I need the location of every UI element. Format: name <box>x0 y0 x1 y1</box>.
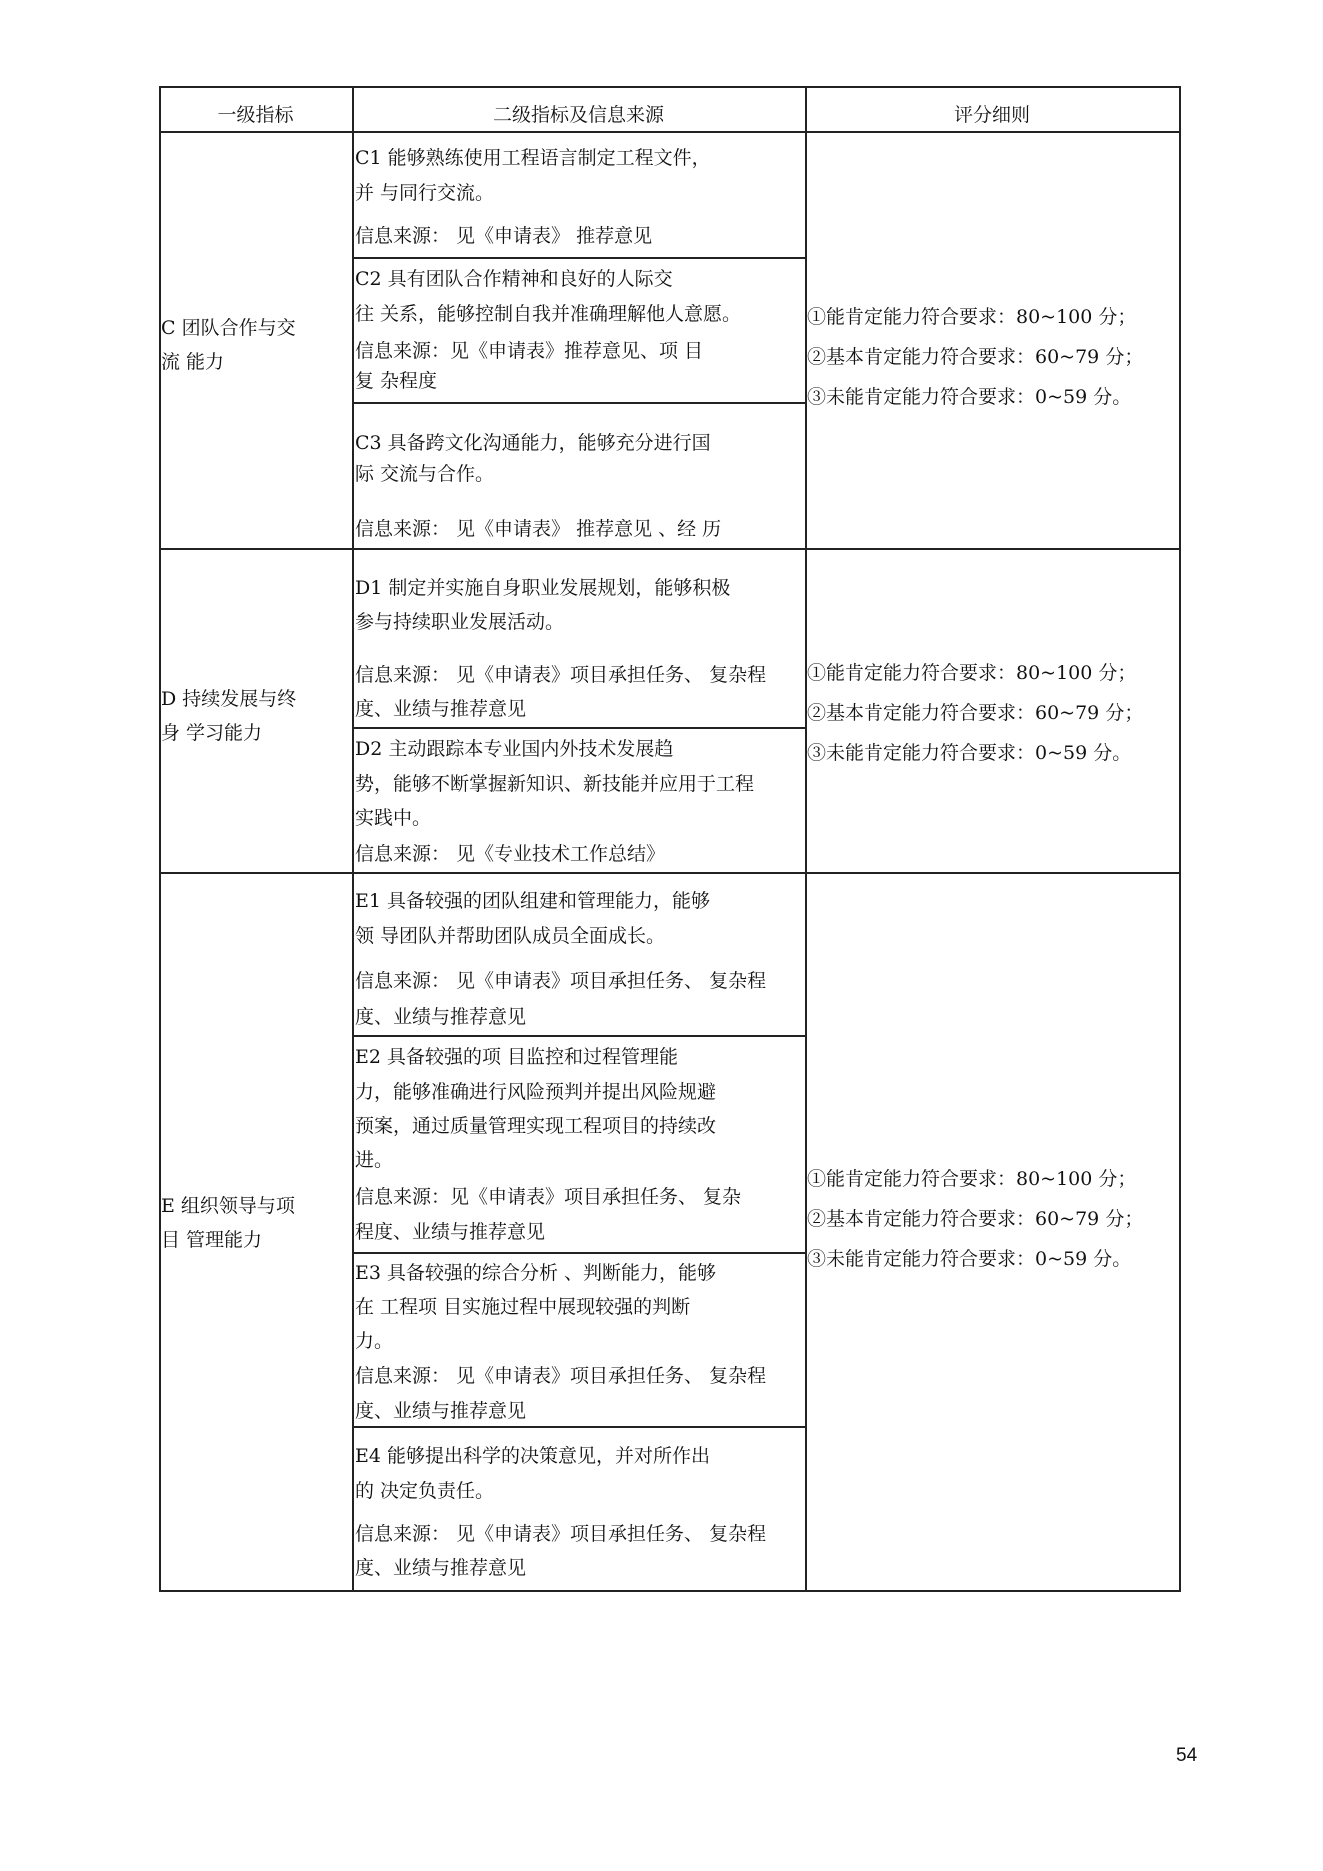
level2-indicator-line: 势，能够不断掌握新知识、新技能并应用于工程 <box>355 773 755 795</box>
level1-indicator-line: D 持续发展与终 <box>161 688 297 710</box>
table-vline <box>352 86 354 1590</box>
level2-indicator-line: C1 能够熟练使用工程语言制定工程文件， <box>355 147 711 169</box>
scoring-rule-line: ②基本肯定能力符合要求：60~79 分； <box>807 346 1144 368</box>
item-border <box>352 1035 807 1037</box>
level2-indicator-line: E3 具备较强的综合分析 、判断能力，能够 <box>355 1262 717 1284</box>
level2-indicator-line: 程度、业绩与推荐意见 <box>355 1221 546 1243</box>
level2-indicator-line: 信息来源： 见《申请表》项目承担任务、 复杂程 <box>355 1365 767 1387</box>
level2-indicator-line: 度、业绩与推荐意见 <box>355 1557 527 1579</box>
page-number: 54 <box>1176 1745 1198 1766</box>
level2-indicator-line: E1 具备较强的团队组建和管理能力，能够 <box>355 890 710 912</box>
table-vline <box>159 86 161 1590</box>
level2-indicator-line: 度、业绩与推荐意见 <box>355 1006 527 1028</box>
table-vline <box>1179 86 1181 1590</box>
level2-indicator-line: 信息来源： 见《申请表》 推荐意见 、经 历 <box>355 518 722 540</box>
level2-indicator-line: 预案，通过质量管理实现工程项目的持续改 <box>355 1115 717 1137</box>
level2-indicator-line: 在 工程项 目实施过程中展现较强的判断 <box>355 1296 691 1318</box>
item-border <box>352 257 807 259</box>
scoring-rule-line: ①能肯定能力符合要求：80~100 分； <box>807 1168 1137 1190</box>
scoring-rule-line: ①能肯定能力符合要求：80~100 分； <box>807 662 1137 684</box>
level2-indicator-line: 度、业绩与推荐意见 <box>355 698 527 720</box>
level2-indicator-line: 的 决定负责任。 <box>355 1480 495 1502</box>
level2-indicator-line: 度、业绩与推荐意见 <box>355 1400 527 1422</box>
column-header: 二级指标及信息来源 <box>492 104 664 126</box>
column-header: 评分细则 <box>953 104 1030 126</box>
level1-indicator-line: 流 能力 <box>161 351 225 373</box>
level2-indicator-line: C2 具有团队合作精神和良好的人际交 <box>355 268 673 290</box>
section-border <box>159 1590 1181 1592</box>
level1-indicator-line: C 团队合作与交 <box>161 317 296 339</box>
level2-indicator-line: D1 制定并实施自身职业发展规划，能够积极 <box>355 577 731 599</box>
level2-indicator-line: D2 主动跟踪本专业国内外技术发展趋 <box>355 738 674 760</box>
section-border <box>159 872 1181 874</box>
level2-indicator-line: 信息来源： 见《申请表》项目承担任务、 复杂程 <box>355 1523 767 1545</box>
level2-indicator-line: 领 导团队并帮助团队成员全面成长。 <box>355 925 666 947</box>
scoring-rule-line: ②基本肯定能力符合要求：60~79 分； <box>807 702 1144 724</box>
level2-indicator-line: 信息来源： 见《申请表》 推荐意见 <box>355 225 653 247</box>
level2-indicator-line: 往 关系，能够控制自我并准确理解他人意愿。 <box>355 303 742 325</box>
table-header-border <box>159 131 1181 133</box>
level2-indicator-line: C3 具备跨文化沟通能力，能够充分进行国 <box>355 432 711 454</box>
scoring-rule-line: ③未能肯定能力符合要求：0~59 分。 <box>807 742 1132 764</box>
item-border <box>352 1426 807 1428</box>
level2-indicator-line: 际 交流与合作。 <box>355 463 495 485</box>
level2-indicator-line: 信息来源：见《申请表》推荐意见、项 目 <box>355 340 704 362</box>
level1-indicator-line: 身 学习能力 <box>161 722 263 744</box>
level2-indicator-line: 力，能够准确进行风险预判并提出风险规避 <box>355 1081 717 1103</box>
level2-indicator-line: E4 能够提出科学的决策意见，并对所作出 <box>355 1445 710 1467</box>
level1-indicator-line: 目 管理能力 <box>161 1229 263 1251</box>
scoring-rule-line: ②基本肯定能力符合要求：60~79 分； <box>807 1208 1144 1230</box>
item-border <box>352 1252 807 1254</box>
scoring-rule-line: ③未能肯定能力符合要求：0~59 分。 <box>807 386 1132 408</box>
item-border <box>352 727 807 729</box>
level2-indicator-line: 信息来源： 见《申请表》项目承担任务、 复杂程 <box>355 664 767 686</box>
level2-indicator-line: 复 杂程度 <box>355 370 438 392</box>
section-border <box>159 548 1181 550</box>
level2-indicator-line: 进。 <box>355 1149 394 1171</box>
scoring-rule-line: ③未能肯定能力符合要求：0~59 分。 <box>807 1248 1132 1270</box>
column-header: 一级指标 <box>217 104 294 126</box>
level1-indicator-line: E 组织领导与项 <box>161 1195 295 1217</box>
level2-indicator-line: E2 具备较强的项 目监控和过程管理能 <box>355 1046 679 1068</box>
scoring-rule-line: ①能肯定能力符合要求：80~100 分； <box>807 306 1137 328</box>
level2-indicator-line: 力。 <box>355 1330 394 1352</box>
level2-indicator-line: 实践中。 <box>355 807 432 829</box>
level2-indicator-line: 信息来源： 见《专业技术工作总结》 <box>355 843 666 865</box>
level2-indicator-line: 信息来源： 见《申请表》项目承担任务、 复杂程 <box>355 970 767 992</box>
level2-indicator-line: 信息来源：见《申请表》项目承担任务、 复杂 <box>355 1186 742 1208</box>
item-border <box>352 402 807 404</box>
table-top-border <box>159 86 1181 88</box>
level2-indicator-line: 并 与同行交流。 <box>355 182 495 204</box>
level2-indicator-line: 参与持续职业发展活动。 <box>355 611 565 633</box>
